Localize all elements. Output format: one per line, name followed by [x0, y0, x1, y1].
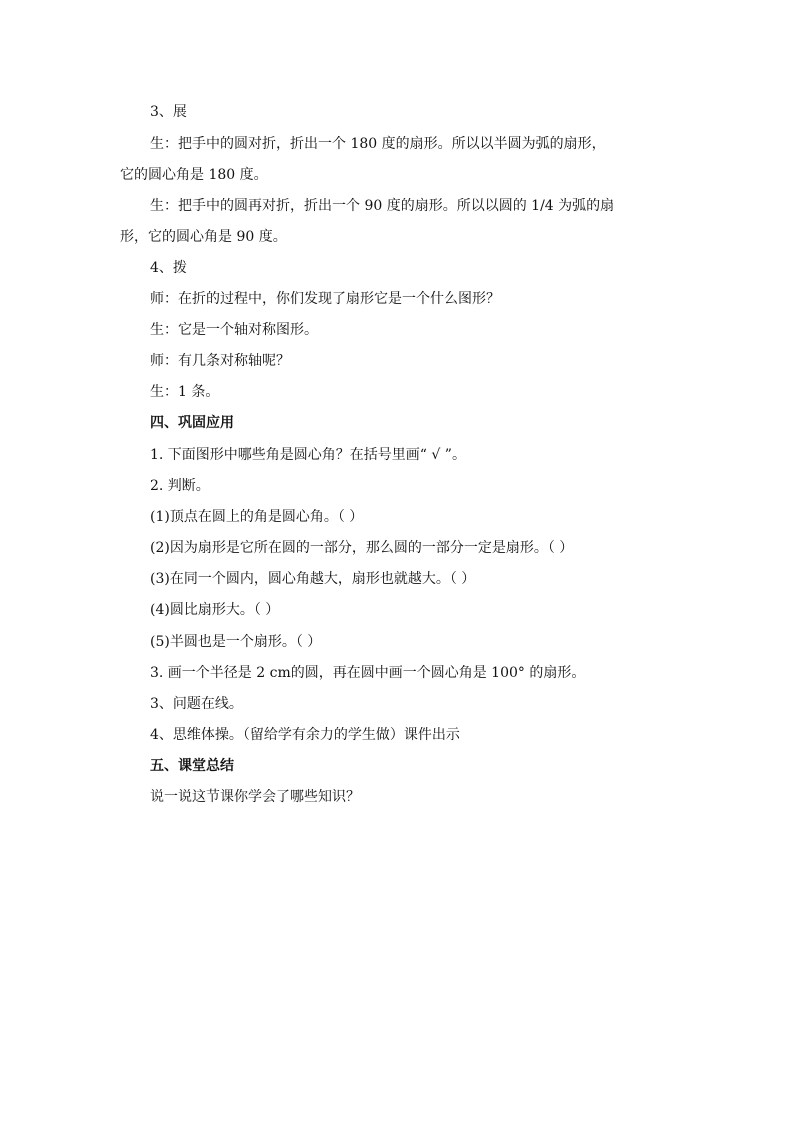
exercise-item: 2. 判断。: [150, 478, 210, 494]
subsection-heading-bo: 4、拨: [150, 260, 187, 276]
paragraph-line: 生：把手中的圆再对折，折出一个 90 度的扇形。所以以圆的 1/4 为弧的扇: [150, 198, 615, 214]
judgment-item: (2)因为扇形是它所在圆的一部分，那么圆的一部分一定是扇形。（ ）: [150, 540, 574, 556]
section-heading-consolidation: 四、巩固应用: [150, 415, 234, 431]
summary-prompt: 说一说这节课你学会了哪些知识？: [150, 789, 360, 805]
paragraph-line: 生：把手中的圆对折，折出一个 180 度的扇形。所以以半圆为弧的扇形，: [150, 136, 606, 152]
judgment-item: (5)半圆也是一个扇形。（ ）: [150, 634, 322, 650]
paragraph-line: 师：有几条对称轴呢？: [150, 353, 290, 369]
activity-item: 4、思维体操。（留给学有余力的学生做）课件出示: [150, 727, 460, 743]
paragraph-line: 它的圆心角是 180 度。: [120, 167, 268, 183]
paragraph-line: 师：在折的过程中，你们发现了扇形它是一个什么图形？: [150, 291, 500, 307]
exercise-item: 1. 下面图形中哪些角是圆心角？在括号里画“ √ ”。: [150, 447, 466, 463]
paragraph-line: 生：它是一个轴对称图形。: [150, 322, 318, 338]
subsection-heading-zhan: 3、展: [150, 104, 187, 120]
judgment-item: (4)圆比扇形大。（ ）: [150, 602, 280, 618]
exercise-item: 3. 画一个半径是 2 cm的圆，再在圆中画一个圆心角是 100° 的扇形。: [150, 665, 586, 681]
paragraph-line: 形，它的圆心角是 90 度。: [120, 229, 287, 245]
judgment-item: (1)顶点在圆上的角是圆心角。（ ）: [150, 509, 364, 525]
paragraph-line: 生：1 条。: [150, 384, 220, 400]
judgment-item: (3)在同一个圆内，圆心角越大，扇形也就越大。（ ）: [150, 571, 476, 587]
activity-item: 3、问题在线。: [150, 696, 243, 712]
section-heading-summary: 五、课堂总结: [150, 758, 234, 774]
